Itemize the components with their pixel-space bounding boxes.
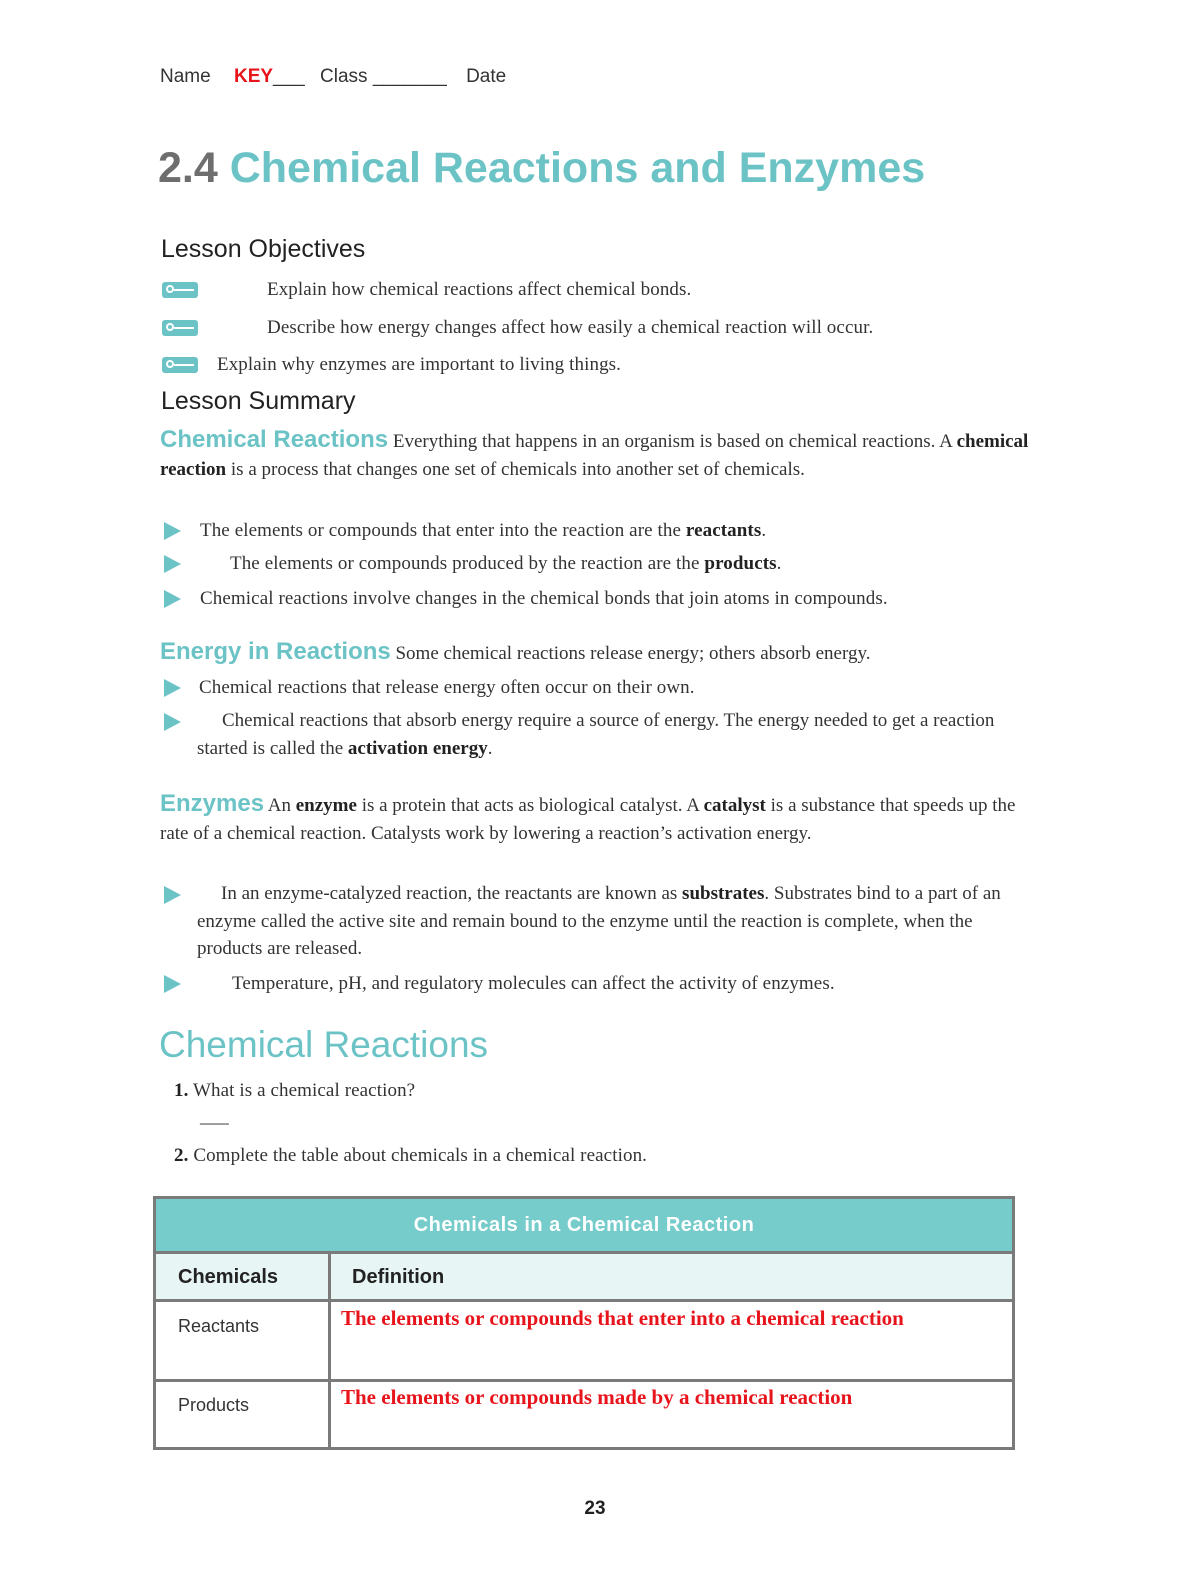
bullet-item bbox=[197, 880, 1017, 963]
arrow-bullet-icon bbox=[164, 886, 181, 904]
bullet-text: Chemical reactions that release energy often occur on their own. bbox=[199, 677, 695, 698]
name-blank: ___ bbox=[273, 66, 305, 87]
bullet-text: In an enzyme-catalyzed reaction, the reactants are known as bbox=[221, 883, 683, 904]
bullet-term: activation energy bbox=[347, 737, 488, 759]
question-1 bbox=[174, 1080, 415, 1102]
answer-definition[interactable]: The elements or compounds that enter into a chemical reaction bbox=[341, 1306, 904, 1330]
objective-item: Explain why enzymes are important to living things. bbox=[217, 354, 622, 375]
bullet-text: Chemical reactions that absorb energy require a source of energy. The energy needed to get a reaction started is called the bbox=[197, 710, 995, 759]
question-number: 2. bbox=[174, 1145, 189, 1166]
bullet-text: The elements or compounds produced by the reaction are the bbox=[230, 553, 705, 574]
chem-term: chemical reaction bbox=[160, 431, 1029, 480]
arrow-bullet-icon bbox=[164, 555, 181, 573]
answer-definition[interactable]: The elements or compounds made by a chemical reaction bbox=[341, 1385, 853, 1409]
column-header-definition: Definition bbox=[352, 1266, 445, 1288]
key-icon bbox=[162, 357, 198, 373]
key-icon bbox=[162, 282, 198, 298]
bullet-text: . bbox=[761, 520, 767, 541]
table-header-row bbox=[156, 1254, 1012, 1302]
page-title bbox=[158, 144, 925, 193]
bullet-item bbox=[197, 707, 1027, 762]
column-divider bbox=[328, 1254, 331, 1450]
enzymes-paragraph bbox=[160, 790, 1030, 847]
page-number: 23 bbox=[584, 1498, 606, 1519]
date-label: Date bbox=[466, 66, 507, 87]
question-2 bbox=[174, 1145, 647, 1167]
question-text: What is a chemical reaction? bbox=[192, 1080, 416, 1101]
chem-text: Everything that happens in an organism is based on chemical reactions. A bbox=[388, 431, 957, 452]
enzymes-text: is a protein that acts as biological catalyst. A bbox=[356, 795, 704, 816]
row-divider bbox=[156, 1379, 1012, 1382]
arrow-bullet-icon bbox=[164, 679, 181, 697]
arrow-bullet-icon bbox=[164, 590, 181, 608]
title-number: 2.4 bbox=[158, 144, 218, 192]
key-icon bbox=[162, 320, 198, 336]
bullet-text: Temperature, pH, and regulatory molecules can affect the activity of enzymes. bbox=[232, 973, 835, 994]
objective-item: Describe how energy changes affect how easily a chemical reaction will occur. bbox=[267, 317, 874, 338]
bullet-term: substrates bbox=[682, 883, 765, 904]
bullet-text: Chemical reactions involve changes in the chemical bonds that join atoms in compounds. bbox=[200, 588, 888, 609]
bullet-item bbox=[230, 553, 782, 575]
enzymes-text: An bbox=[264, 795, 296, 816]
class-blank: _______ bbox=[372, 66, 447, 87]
arrow-bullet-icon bbox=[164, 713, 181, 731]
bullet-term: products bbox=[704, 553, 777, 574]
bullet-term: reactants bbox=[685, 520, 762, 541]
row-label: Products bbox=[178, 1395, 250, 1415]
title-text: Chemical Reactions and Enzymes bbox=[229, 144, 926, 192]
summary-heading: Lesson Summary bbox=[161, 387, 356, 415]
bullet-text: . bbox=[776, 553, 782, 574]
bullet-text: . bbox=[487, 737, 493, 759]
chem-reactions-paragraph bbox=[160, 426, 1030, 483]
enzymes-text: is a substance that speeds up the rate of a chemical reaction. Catalysts work by lowering a reaction’s activation energy. bbox=[160, 795, 1016, 844]
arrow-bullet-icon bbox=[164, 975, 181, 993]
bullet-text: . Substrates bind to a part of an enzyme called the active site and remain bound to the enzyme until the reaction is complete, when the products are released. bbox=[197, 883, 1001, 959]
energy-paragraph bbox=[160, 638, 1030, 668]
header-line bbox=[160, 66, 506, 88]
class-label: Class bbox=[320, 66, 368, 87]
name-label: Name bbox=[160, 66, 211, 87]
objectives-heading: Lesson Objectives bbox=[161, 235, 366, 263]
enzymes-term: catalyst bbox=[703, 795, 766, 816]
energy-text: Some chemical reactions release energy; others absorb energy. bbox=[390, 643, 871, 664]
question-number: 1. bbox=[174, 1080, 189, 1101]
bullet-item bbox=[200, 520, 766, 542]
section-heading: Chemical Reactions bbox=[159, 1024, 489, 1065]
objective-item: Explain how chemical reactions affect chemical bonds. bbox=[267, 279, 692, 300]
enzymes-term: enzyme bbox=[295, 795, 357, 816]
question-text: Complete the table about chemicals in a chemical reaction. bbox=[193, 1145, 648, 1166]
arrow-bullet-icon bbox=[164, 522, 181, 540]
enzymes-lead: Enzymes bbox=[160, 790, 265, 817]
chemicals-table bbox=[153, 1196, 1015, 1450]
bullet-item bbox=[232, 973, 835, 995]
energy-lead: Energy in Reactions bbox=[160, 638, 391, 665]
row-label: Reactants bbox=[178, 1316, 260, 1336]
table-title: Chemicals in a Chemical Reaction bbox=[413, 1214, 755, 1236]
chem-text: is a process that changes one set of chemicals into another set of chemicals. bbox=[226, 458, 805, 480]
bullet-item bbox=[200, 588, 888, 610]
table-title-row bbox=[156, 1199, 1012, 1254]
chem-lead: Chemical Reactions bbox=[160, 426, 389, 453]
column-header-chemicals: Chemicals bbox=[178, 1266, 279, 1288]
answer-blank[interactable]: ___ bbox=[200, 1106, 229, 1127]
bullet-item bbox=[199, 677, 695, 699]
bullet-text: The elements or compounds that enter into the reaction are the bbox=[200, 520, 686, 541]
name-value: KEY bbox=[233, 66, 274, 87]
